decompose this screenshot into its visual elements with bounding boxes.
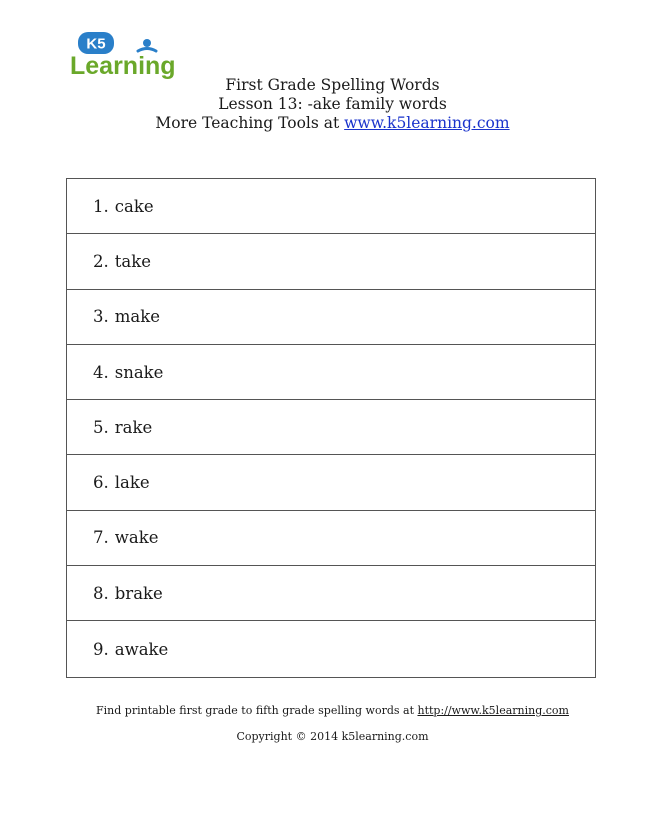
word-row [67, 400, 595, 455]
word-number: 3. [93, 307, 109, 327]
word-row [67, 621, 595, 676]
logo-word: Learning [70, 52, 176, 80]
logo-badge-text: K5 [86, 35, 106, 53]
copyright: Copyright © 2014 k5learning.com [236, 730, 429, 743]
word-row [67, 345, 595, 400]
spelling-word: rake [114, 417, 153, 437]
word-row [67, 455, 595, 510]
word-number: 4. [93, 362, 109, 382]
word-row [67, 234, 595, 289]
teaching-tools-line [0, 114, 665, 133]
spelling-word: brake [114, 583, 163, 603]
word-number: 1. [93, 196, 109, 216]
word-number: 2. [93, 251, 109, 271]
word-row [67, 566, 595, 621]
spelling-words-table [66, 178, 596, 678]
worksheet-title: First Grade Spelling Words [225, 76, 440, 94]
spelling-word: cake [114, 196, 154, 216]
k5-learning-logo [70, 32, 185, 82]
spelling-word: wake [114, 528, 159, 548]
spelling-word: take [114, 251, 151, 271]
footer-note [0, 704, 665, 717]
lesson-title: Lesson 13: -ake family words [218, 95, 447, 113]
word-number: 8. [93, 583, 109, 603]
footer-link[interactable]: http://www.k5learning.com [417, 704, 569, 717]
word-row [67, 511, 595, 566]
word-number: 6. [93, 473, 109, 493]
word-number: 7. [93, 528, 109, 548]
spelling-word: lake [114, 473, 150, 493]
word-row [67, 179, 595, 234]
spelling-word: make [114, 307, 160, 327]
spelling-word: awake [114, 639, 169, 659]
k5learning-link[interactable]: www.k5learning.com [344, 114, 510, 132]
worksheet-header [0, 76, 665, 133]
word-number: 5. [93, 417, 109, 437]
word-row [67, 290, 595, 345]
footer-text: Find printable first grade to fifth grade spelling words at [96, 704, 418, 717]
word-number: 9. [93, 639, 109, 659]
teaching-tools-prefix: More Teaching Tools at [155, 114, 345, 132]
spelling-word: snake [114, 362, 164, 382]
